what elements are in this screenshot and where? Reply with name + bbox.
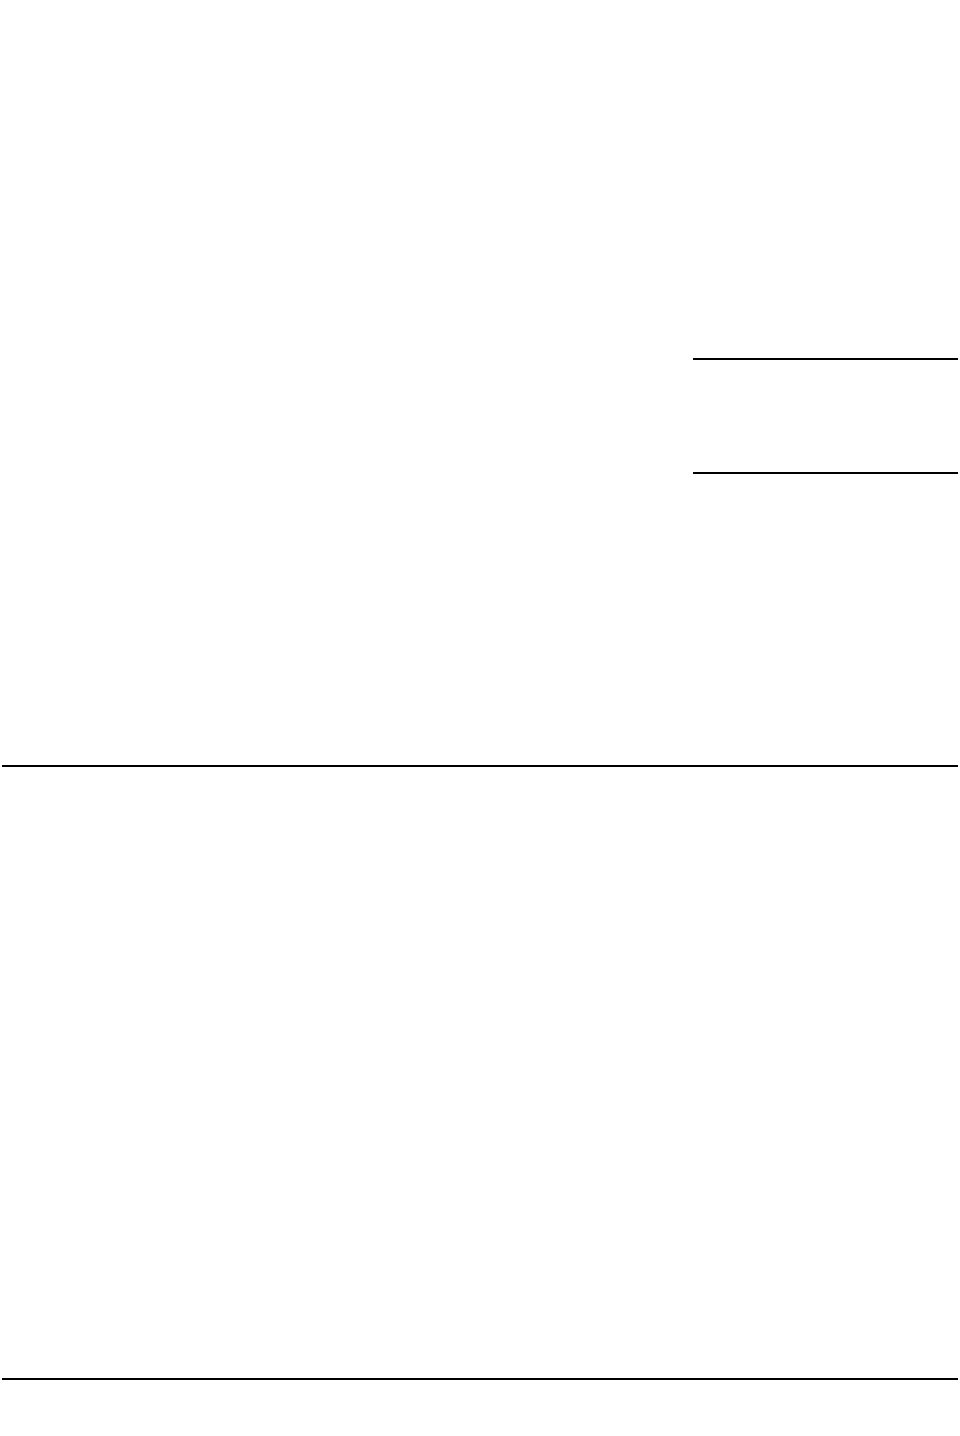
- cellar-total-rule: [693, 472, 958, 474]
- floor-total-rule: [693, 358, 958, 360]
- location-header-rule: [2, 1378, 958, 1380]
- equipment-header-rule: [2, 765, 958, 767]
